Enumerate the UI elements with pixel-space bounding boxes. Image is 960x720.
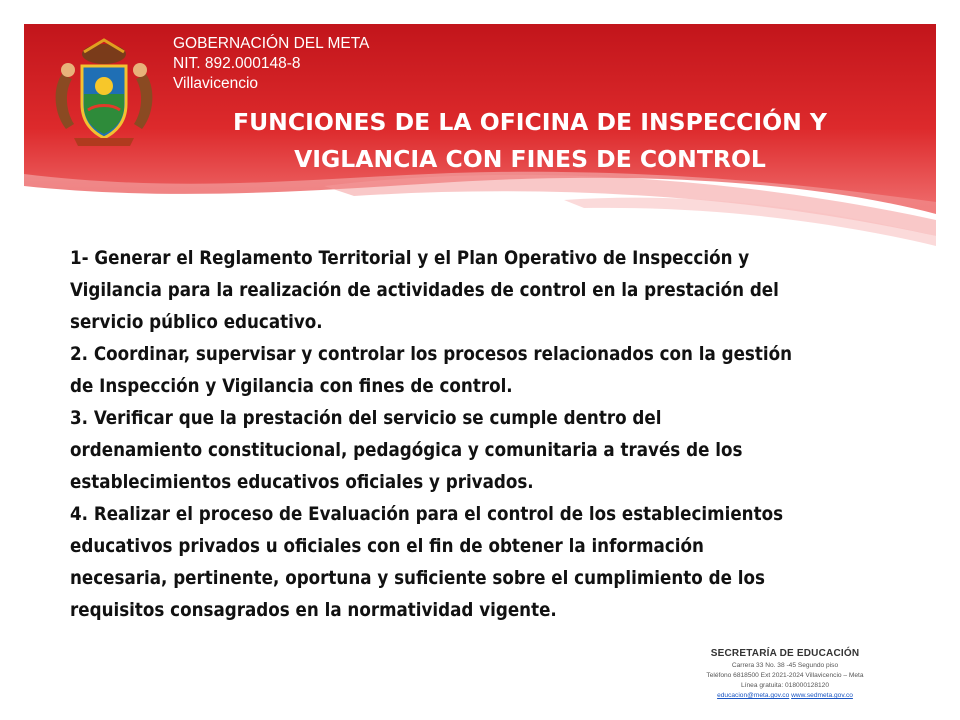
function-2-line-2: de Inspección y Vigilancia con fines de control.: [70, 376, 513, 397]
footer-contact: [660, 647, 910, 701]
title-line-2: VIGLANCIA CON FINES DE CONTROL: [294, 145, 766, 173]
function-1-line-1: [70, 243, 946, 275]
function-3-line-3: establecimientos educativos oficiales y privados.: [70, 472, 534, 493]
title-line-1: FUNCIONES DE LA OFICINA DE INSPECCIÓN Y: [233, 108, 827, 136]
function-4-line-2: educativos privados u oficiales con el fin de obtener la información: [70, 536, 704, 557]
footer-toll-free: Línea gratuita: 018000128120: [741, 682, 829, 689]
org-nit: NIT. 892.000148-8: [173, 55, 301, 72]
org-name: GOBERNACIÓN DEL META: [173, 35, 370, 52]
footer-website-link[interactable]: www.sedmeta.gov.co: [791, 692, 853, 699]
function-1-line-2: Vigilancia para la realización de actividades de control en la prestación del: [70, 280, 779, 301]
footer-email-link[interactable]: educacion@meta.gov.co: [717, 692, 790, 699]
footer-address: Carrera 33 No. 38 -45 Segundo piso: [731, 662, 839, 669]
function-item-3: [70, 403, 946, 499]
function-4-line-1: 4. Realizar el proceso de Evaluación para el control de los establecimientos: [70, 504, 784, 525]
function-item-1: [70, 243, 946, 339]
footer-title: SECRETARÍA DE EDUCACIÓN: [710, 648, 860, 659]
function-4-line-4: requisitos consagrados en la normatividad vigente.: [70, 600, 557, 621]
footer-phone: Teléfono 6818500 Ext 2021-2024 Villavicencio – Meta: [706, 672, 864, 679]
function-1-line-1-text: Generar el Reglamento Territorial y el Plan Operativo de Inspección y: [88, 248, 750, 269]
function-3-line-1: 3. Verificar que la prestación del servicio se cumple dentro del: [70, 408, 662, 429]
function-3-line-2: ordenamiento constitucional, pedagógica y comunitaria a través de los: [70, 440, 743, 461]
org-city: Villavicencio: [173, 75, 259, 92]
function-4-line-3: necesaria, pertinente, oportuna y suficiente sobre el cumplimiento de los: [70, 568, 765, 589]
functions-list: [70, 243, 946, 627]
function-1-line-3: servicio público educativo.: [70, 312, 323, 333]
footer-links: [660, 691, 910, 701]
function-2-line-1: 2. Coordinar, supervisar y controlar los procesos relacionados con la gestión: [70, 344, 793, 365]
function-item-2: [70, 339, 946, 403]
coat-of-arms-icon: [44, 34, 164, 152]
function-item-4: [70, 499, 946, 627]
organization-info: [173, 34, 369, 94]
page-title: [200, 104, 860, 178]
function-1-number: 1-: [70, 248, 89, 269]
